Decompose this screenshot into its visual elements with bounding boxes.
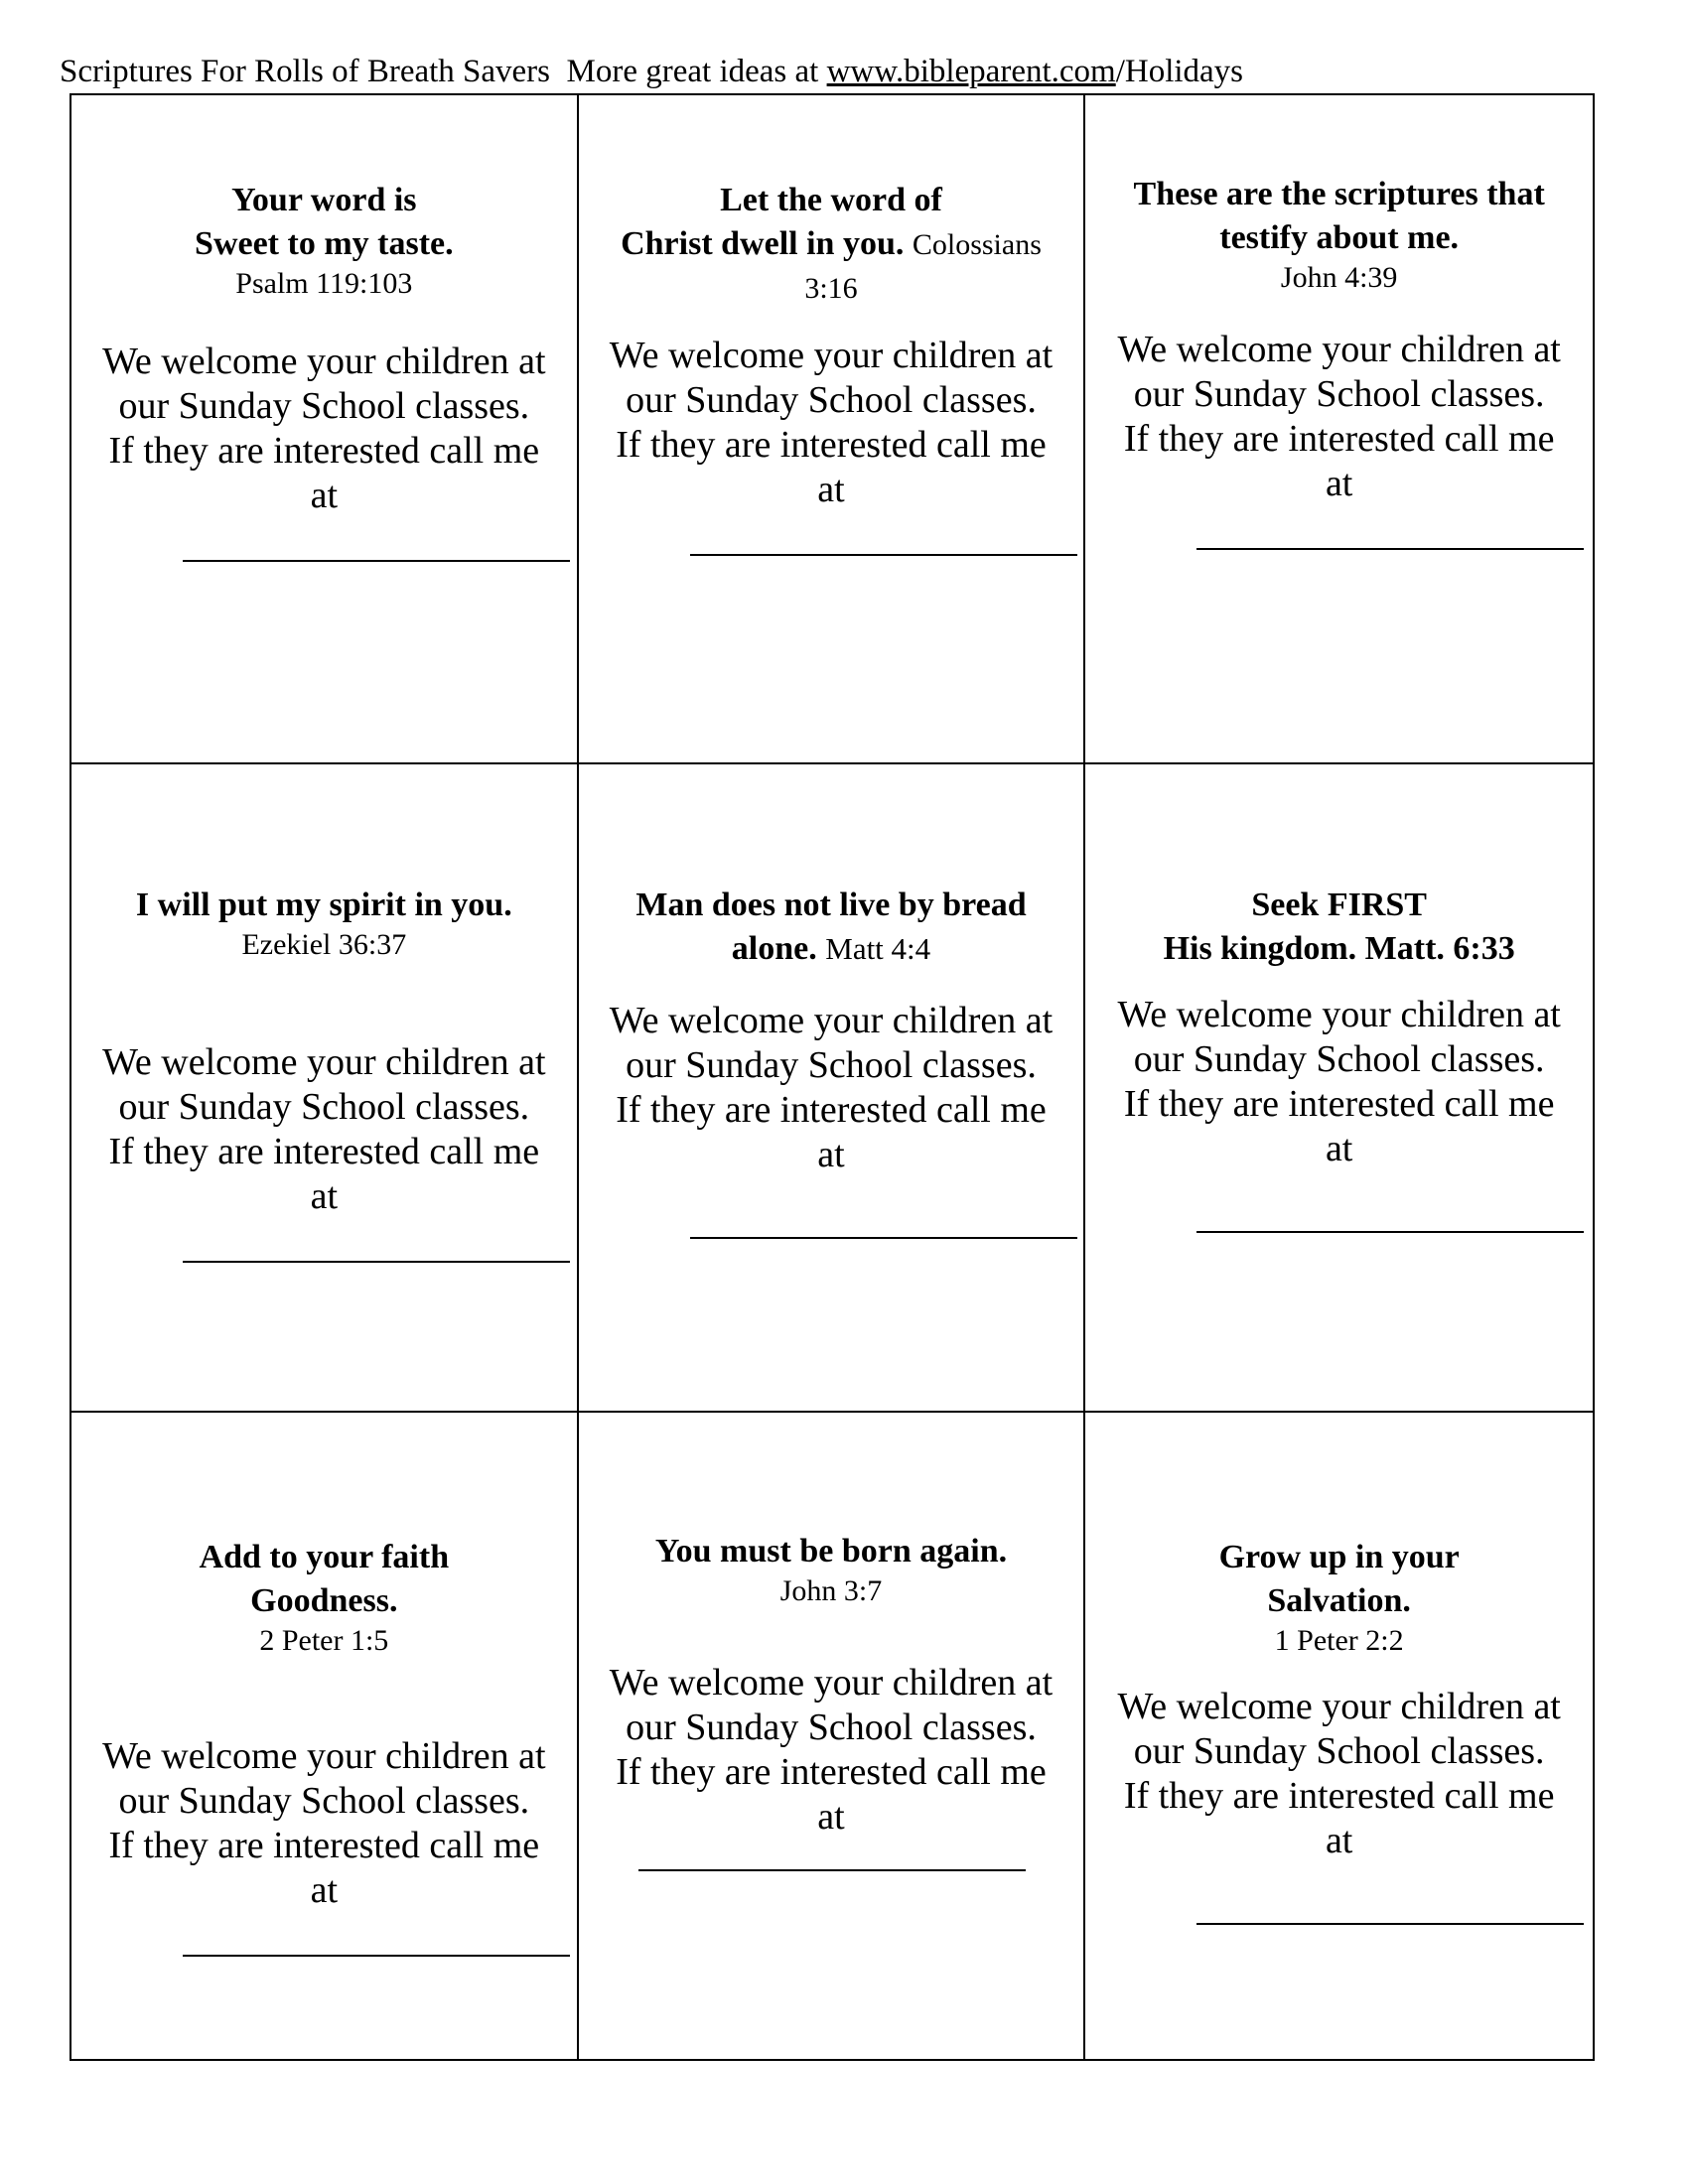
invitation-line: our Sunday School classes. (118, 1086, 530, 1128)
invitation-text (81, 1040, 567, 1219)
invitation-line: at (1325, 1128, 1353, 1169)
phone-number-blank (1196, 1231, 1584, 1233)
scripture-card (71, 1413, 579, 2059)
invitation-line: We welcome your children at (102, 341, 546, 382)
invitation-line: at (817, 1796, 845, 1838)
invitation-text (1095, 328, 1583, 506)
invitation-line: We welcome your children at (102, 1041, 546, 1083)
scripture-card (71, 764, 579, 1413)
scripture-card (1085, 95, 1593, 764)
scripture-line: Your word is (231, 182, 417, 218)
scripture-line: I will put my spirit in you. (135, 887, 512, 923)
invitation-line: our Sunday School classes. (1133, 373, 1545, 415)
scripture-line: Salvation. (1267, 1582, 1411, 1619)
invitation-text (589, 1661, 1074, 1840)
header-more-text: More great ideas at (566, 54, 819, 89)
invitation-line: at (310, 1175, 339, 1217)
scripture-text (597, 179, 1066, 310)
scripture-card (71, 95, 579, 764)
scripture-line: Man does not live by bread (635, 887, 1027, 923)
invitation-line: If they are interested call me (616, 1089, 1047, 1131)
invitation-line: If they are interested call me (108, 430, 540, 472)
invitation-line: If they are interested call me (616, 424, 1047, 466)
scripture-reference: Psalm 119:103 (235, 267, 413, 300)
invitation-line: If they are interested call me (108, 1131, 540, 1172)
invitation-text (1095, 1685, 1583, 1863)
scripture-card (1085, 764, 1593, 1413)
invitation-line: We welcome your children at (1117, 1686, 1561, 1727)
scripture-reference: John 3:7 (779, 1574, 883, 1607)
scripture-line: Sweet to my taste. (195, 225, 454, 262)
scripture-reference: Matt 4:4 (825, 931, 931, 966)
invitation-line: our Sunday School classes. (1133, 1038, 1545, 1080)
invitation-line: our Sunday School classes. (626, 1706, 1037, 1748)
scripture-line: Seek FIRST (1251, 887, 1427, 923)
scripture-text (1103, 884, 1575, 971)
scripture-line: Grow up in your (1218, 1539, 1460, 1575)
phone-number-blank (183, 560, 570, 562)
invitation-line: at (1325, 1820, 1353, 1861)
scripture-reference: Colossians 3:16 (804, 228, 1042, 305)
invitation-line: our Sunday School classes. (626, 379, 1037, 421)
invitation-line: We welcome your children at (102, 1735, 546, 1777)
invitation-line: at (817, 1134, 845, 1175)
scripture-line: Let the word of (720, 182, 942, 218)
invitation-line: We welcome your children at (609, 1000, 1054, 1041)
invitation-line: We welcome your children at (1117, 994, 1561, 1035)
scripture-text (89, 1536, 559, 1659)
scripture-line: You must be born again. (654, 1533, 1008, 1570)
header-title: Scriptures For Rolls of Breath Savers (60, 54, 551, 89)
scripture-text (1103, 1536, 1575, 1659)
scripture-text (89, 179, 559, 302)
scripture-reference: 1 Peter 2:2 (1274, 1624, 1404, 1657)
page-header (60, 52, 1609, 91)
scripture-text (1103, 173, 1575, 296)
invitation-line: If they are interested call me (1123, 1775, 1555, 1817)
phone-number-blank (1196, 548, 1584, 550)
invitation-text (81, 1734, 567, 1913)
invitation-line: our Sunday School classes. (626, 1044, 1037, 1086)
invitation-text (589, 999, 1074, 1177)
invitation-line: We welcome your children at (609, 335, 1054, 376)
invitation-line: at (310, 1869, 339, 1911)
scripture-line: Christ dwell in you. (621, 225, 905, 262)
website-path: /Holidays (1115, 54, 1244, 89)
invitation-line: at (1325, 463, 1353, 504)
scripture-line: Goodness. (250, 1582, 398, 1619)
scripture-line: testify about me. (1219, 219, 1460, 256)
invitation-text (81, 340, 567, 518)
card-grid (70, 93, 1595, 2061)
scripture-card (579, 764, 1086, 1413)
scripture-line: His kingdom. Matt. 6:33 (1163, 930, 1515, 967)
invitation-line: our Sunday School classes. (118, 385, 530, 427)
invitation-line: If they are interested call me (108, 1825, 540, 1866)
invitation-line: If they are interested call me (1123, 1083, 1555, 1125)
invitation-text (1095, 993, 1583, 1171)
website-link[interactable]: www.bibleparent.com (826, 54, 1116, 89)
invitation-line: We welcome your children at (1117, 329, 1561, 370)
scripture-line: Add to your faith (199, 1539, 450, 1575)
scripture-line: alone. (731, 930, 817, 967)
phone-number-blank (183, 1261, 570, 1263)
invitation-line: our Sunday School classes. (118, 1780, 530, 1822)
scripture-card (1085, 1413, 1593, 2059)
invitation-line: at (817, 469, 845, 510)
invitation-line: We welcome your children at (609, 1662, 1054, 1704)
scripture-reference: Ezekiel 36:37 (241, 928, 407, 961)
invitation-line: at (310, 475, 339, 516)
scripture-card (579, 95, 1086, 764)
scripture-text (597, 1530, 1066, 1609)
invitation-text (589, 334, 1074, 512)
phone-number-blank (638, 1869, 1026, 1871)
phone-number-blank (690, 1237, 1077, 1239)
invitation-line: If they are interested call me (616, 1751, 1047, 1793)
phone-number-blank (1196, 1923, 1584, 1925)
scripture-text (89, 884, 559, 963)
scripture-line: These are the scriptures that (1133, 176, 1545, 212)
invitation-line: our Sunday School classes. (1133, 1730, 1545, 1772)
invitation-line: If they are interested call me (1123, 418, 1555, 460)
scripture-reference: John 4:39 (1280, 261, 1398, 294)
scripture-reference: 2 Peter 1:5 (259, 1624, 389, 1657)
scripture-card (579, 1413, 1086, 2059)
scripture-text (597, 884, 1066, 971)
phone-number-blank (690, 554, 1077, 556)
phone-number-blank (183, 1955, 570, 1957)
